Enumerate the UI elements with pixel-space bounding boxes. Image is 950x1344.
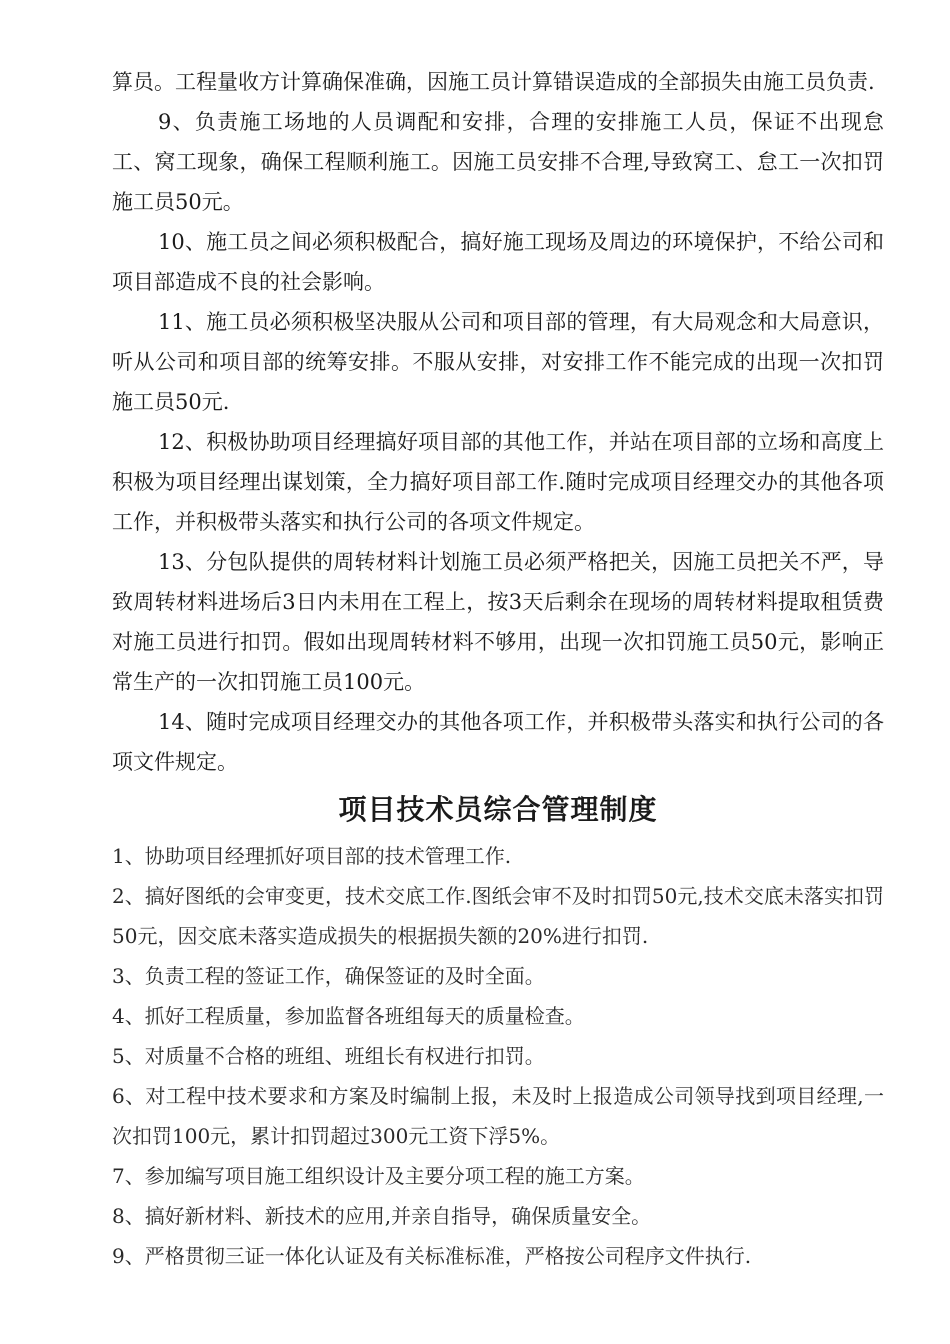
section-list bbox=[112, 836, 884, 1276]
document-page bbox=[112, 62, 884, 1276]
paragraph-item-13: 13、分包队提供的周转材料计划施工员必须严格把关，因施工员把关不严，导致周转材料进场后3日内未用在工程上，按3天后剩余在现场的周转材料提取租赁费对施工员进行扣罚。假如出现周转材料不够用，出现一次扣罚施工员50元，影响正常生产的一次扣罚施工员100元。 bbox=[112, 550, 884, 694]
list-item-3: 3、负责工程的签证工作，确保签证的及时全面。 bbox=[112, 964, 545, 988]
paragraph-item-9: 9、负责施工场地的人员调配和安排，合理的安排施工人员，保证不出现怠工、窝工现象，确保工程顺利施工。因施工员安排不合理,导致窝工、怠工一次扣罚施工员50元。 bbox=[112, 110, 884, 214]
top-section bbox=[112, 62, 884, 782]
list-item-9: 9、严格贯彻三证一体化认证及有关标准标准，严格按公司程序文件执行. bbox=[112, 1244, 752, 1268]
paragraph-item-12: 12、积极协助项目经理搞好项目部的其他工作，并站在项目部的立场和高度上积极为项目经理出谋划策，全力搞好项目部工作.随时完成项目经理交办的其他各项工作，并积极带头落实和执行公司的各项文件规定。 bbox=[112, 430, 884, 534]
paragraph-item-11: 11、施工员必须积极坚决服从公司和项目部的管理，有大局观念和大局意识，听从公司和项目部的统筹安排。不服从安排，对安排工作不能完成的出现一次扣罚施工员50元. bbox=[112, 310, 884, 414]
list-item-7: 7、参加编写项目施工组织设计及主要分项工程的施工方案。 bbox=[112, 1164, 645, 1188]
section-title: 项目技术员综合管理制度 bbox=[338, 793, 658, 826]
list-item-2: 2、搞好图纸的会审变更，技术交底工作.图纸会审不及时扣罚50元,技术交底未落实扣罚50元，因交底未落实造成损失的根据损失额的20%进行扣罚. bbox=[112, 884, 884, 948]
paragraph-continuation: 算员。工程量收方计算确保准确，因施工员计算错误造成的全部损失由施工员负责. bbox=[112, 70, 875, 94]
list-item-5: 5、对质量不合格的班组、班组长有权进行扣罚。 bbox=[112, 1044, 545, 1068]
list-item-1: 1、协助项目经理抓好项目部的技术管理工作. bbox=[112, 844, 512, 868]
list-item-8: 8、搞好新材料、新技术的应用,并亲自指导，确保质量安全。 bbox=[112, 1204, 652, 1228]
paragraph-item-14: 14、随时完成项目经理交办的其他各项工作，并积极带头落实和执行公司的各项文件规定。 bbox=[112, 710, 884, 774]
list-item-4: 4、抓好工程质量，参加监督各班组每天的质量检查。 bbox=[112, 1004, 585, 1028]
paragraph-item-10: 10、施工员之间必须积极配合，搞好施工现场及周边的环境保护，不给公司和项目部造成不良的社会影响。 bbox=[112, 230, 884, 294]
list-item-6: 6、对工程中技术要求和方案及时编制上报，未及时上报造成公司领导找到项目经理,一次扣罚100元，累计扣罚超过300元工资下浮5%。 bbox=[112, 1084, 884, 1148]
